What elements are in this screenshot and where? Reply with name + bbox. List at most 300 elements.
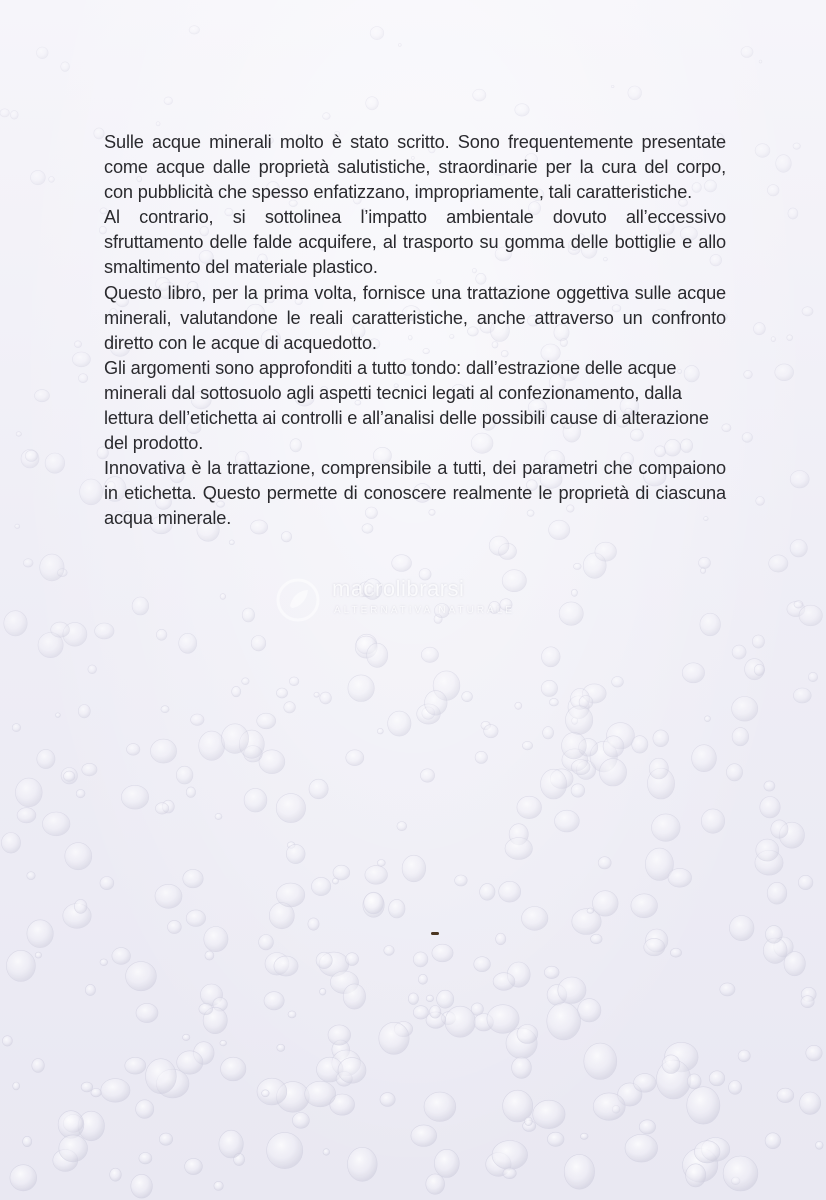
water-drop [426, 995, 433, 1002]
water-drop [338, 1058, 366, 1084]
water-drop [65, 843, 92, 870]
water-drop [221, 1057, 246, 1081]
water-drop [366, 97, 379, 110]
water-drop [808, 672, 817, 681]
water-drop [328, 1025, 351, 1045]
water-drop [686, 1164, 706, 1187]
water-drop [323, 113, 331, 120]
water-drop [408, 993, 418, 1005]
water-drop [126, 962, 157, 991]
water-drop [10, 1165, 37, 1191]
water-drop [186, 787, 195, 798]
water-drop [492, 1141, 528, 1170]
water-drop [347, 1147, 377, 1181]
water-drop [6, 950, 35, 981]
water-drop [85, 984, 95, 995]
water-drop [777, 1088, 794, 1102]
water-drop [411, 1125, 437, 1147]
water-drop [398, 44, 401, 47]
water-drop [802, 307, 813, 316]
water-drop [215, 813, 222, 819]
water-drop [40, 554, 64, 581]
water-drop [204, 927, 228, 952]
water-drop [549, 698, 558, 706]
water-drop [644, 938, 665, 955]
water-drop [176, 766, 193, 784]
water-drop [78, 374, 87, 383]
water-drop [701, 809, 724, 833]
water-drop [380, 1093, 395, 1107]
water-drop [314, 692, 319, 697]
water-drop [348, 675, 374, 702]
water-drop [756, 839, 779, 861]
water-drop [10, 111, 18, 120]
water-drop [27, 872, 35, 880]
water-drop [35, 952, 41, 958]
water-drop [612, 677, 624, 688]
water-drop [221, 724, 248, 754]
water-drop [365, 866, 388, 885]
water-drop [522, 907, 548, 931]
water-drop [639, 1120, 655, 1134]
water-drop [726, 764, 742, 781]
water-drop [793, 143, 800, 149]
water-drop [379, 1022, 409, 1054]
water-drop [121, 785, 148, 809]
water-drop [155, 803, 168, 814]
water-drop [185, 1158, 203, 1174]
water-drop [74, 899, 87, 913]
water-drop [462, 692, 473, 702]
water-drop [219, 1130, 243, 1158]
water-drop [333, 865, 350, 880]
water-drop [653, 730, 669, 747]
water-drop [316, 952, 332, 968]
water-drop [101, 1079, 130, 1103]
water-drop [515, 104, 529, 116]
water-drop [487, 1005, 519, 1034]
water-drop [23, 559, 33, 567]
water-drop [787, 335, 793, 341]
water-drop [191, 714, 204, 725]
water-drop [370, 27, 384, 40]
water-drop [694, 1141, 720, 1163]
water-drop [132, 597, 149, 615]
water-drop [59, 1135, 88, 1162]
water-drop [45, 453, 65, 473]
water-drop [628, 86, 642, 100]
water-drop [220, 594, 226, 600]
water-drop [80, 479, 103, 505]
water-drop [183, 1034, 190, 1040]
water-drop [754, 664, 764, 675]
water-drop [723, 1156, 758, 1191]
water-drop [752, 635, 764, 648]
water-drop [794, 601, 803, 608]
water-drop [445, 1006, 475, 1037]
water-drop [541, 769, 567, 799]
water-drop [565, 706, 592, 735]
water-drop [759, 60, 762, 63]
water-drop [801, 996, 814, 1008]
water-drop [769, 555, 788, 572]
water-drop [308, 918, 319, 930]
water-drop [100, 877, 114, 890]
water-drop [547, 1003, 581, 1040]
water-drop [402, 855, 426, 882]
water-drop [276, 883, 304, 907]
water-drop [377, 860, 385, 867]
paragraph-5: Innovativa è la trattazione, comprensibile a tutti, dei parametri che compaiono in etichetta. Questo permette di conoscere realmente le proprietà di ciascuna acqua minerale. [104, 458, 726, 529]
water-drop [505, 838, 532, 860]
water-drop [798, 875, 813, 889]
water-drop [484, 725, 498, 738]
water-drop [474, 957, 491, 972]
water-drop [267, 1132, 303, 1168]
paragraph-3: Questo libro, per la prima volta, fornisce una trattazione oggettiva sulle acque minerali, valutandone le reali caratteristiche, anche attraverso un confronto diretto con le acque di acquedotto. [104, 282, 726, 353]
water-drop [413, 952, 428, 967]
water-drop [168, 920, 182, 933]
water-drop [571, 760, 590, 775]
water-drop [692, 745, 717, 772]
water-drop [455, 875, 468, 886]
water-drop [58, 1111, 84, 1139]
water-drop [525, 1117, 533, 1126]
water-drop [799, 605, 822, 626]
water-drop [320, 988, 326, 995]
water-drop [42, 812, 70, 836]
water-drop [242, 608, 254, 622]
water-drop [732, 697, 758, 722]
water-drop [533, 1100, 565, 1128]
water-drop [625, 1134, 658, 1162]
water-drop [771, 820, 788, 838]
water-drop [709, 1071, 725, 1086]
water-drop [670, 948, 681, 957]
water-drop [584, 1043, 617, 1079]
water-drop [603, 736, 624, 757]
water-drop [199, 731, 225, 760]
water-drop [125, 1057, 146, 1074]
water-drop [421, 647, 438, 662]
water-drop [286, 844, 305, 863]
water-drop [790, 540, 807, 557]
water-drop [23, 1136, 32, 1146]
water-drop [259, 750, 285, 774]
water-drop [15, 524, 20, 528]
water-drop [51, 622, 70, 637]
water-drop [562, 732, 587, 759]
water-drop [424, 1092, 456, 1121]
water-drop [346, 750, 364, 766]
water-drop [320, 692, 332, 704]
water-drop [662, 1055, 680, 1074]
water-drop [543, 727, 554, 739]
water-drop [257, 713, 276, 729]
water-drop [199, 1003, 213, 1014]
water-drop [78, 705, 90, 718]
water-drop [595, 542, 617, 561]
water-drop [15, 778, 42, 807]
water-drop [631, 894, 658, 918]
water-drop [432, 944, 453, 962]
water-drop [755, 144, 770, 158]
water-drop [793, 688, 811, 703]
water-drop [244, 788, 267, 812]
water-drop [82, 763, 97, 776]
water-drop [775, 364, 794, 381]
water-drop [37, 47, 49, 59]
water-drop [816, 1141, 824, 1149]
water-drop [776, 155, 792, 173]
water-drop [88, 665, 97, 674]
water-drop [49, 177, 55, 183]
water-drop [496, 933, 506, 945]
water-drop [112, 948, 131, 965]
water-drop [388, 711, 411, 736]
water-drop [499, 881, 521, 902]
water-drop [31, 170, 46, 184]
water-drop [756, 497, 765, 506]
water-drop [346, 953, 359, 966]
water-drop [790, 471, 809, 488]
water-drop [35, 390, 50, 402]
water-drop [91, 1088, 101, 1097]
water-drop [573, 563, 581, 569]
water-drop [700, 613, 721, 636]
water-drop [214, 1181, 223, 1190]
water-drop [63, 771, 74, 781]
water-drop [544, 966, 559, 978]
water-drop [389, 899, 405, 918]
water-drop [276, 794, 305, 823]
water-drop [27, 920, 53, 948]
paragraph-2: Al contrario, si sottolinea l’impatto ambientale dovuto all’eccessivo sfruttamento delle falde acquifere, al trasporto su gomma delle bottiglie e allo smaltimento del materiale plastico. [104, 207, 726, 278]
water-drop [146, 1059, 177, 1094]
water-drop [767, 882, 787, 904]
water-drop [74, 341, 81, 348]
water-drop [517, 796, 542, 818]
water-drop [587, 908, 594, 914]
water-drop [493, 973, 515, 991]
water-drop [55, 713, 60, 718]
water-drop [292, 1113, 309, 1129]
water-drop [652, 814, 681, 841]
water-drop [729, 916, 754, 941]
water-drop [305, 1081, 336, 1107]
water-drop [420, 769, 434, 782]
water-drop [547, 1132, 564, 1146]
paragraph-4: Gli argomenti sono approfonditi a tutto tondo: dall’estrazione delle acque minerali dal sottosuolo agli aspetti tecnici legati al confezionamento, dalla lettura dell’etichetta ai controlli e all’analisi delle possibili cause di alterazione del prodotto. [104, 357, 709, 454]
water-drop [473, 89, 486, 101]
water-drop [100, 959, 108, 966]
paragraph-1: Sulle acque minerali molto è stato scritto. Sono frequentemente presentate come acque dalle proprietà salutistiche, straordinarie per la cura del corpo, con pubblicità che spesso enfatizzano, impropriamente, tali caratteristiche. [104, 132, 726, 203]
water-drop [136, 1003, 158, 1022]
water-drop [767, 185, 779, 196]
water-drop [699, 557, 711, 568]
water-drop [61, 62, 70, 72]
water-drop [16, 432, 21, 437]
water-drop [611, 85, 614, 87]
water-drop [754, 323, 766, 335]
water-drop [705, 716, 711, 722]
water-drop [578, 999, 601, 1022]
water-drop [220, 1040, 227, 1046]
water-drop [392, 555, 412, 572]
water-drop [189, 26, 199, 34]
water-drop [164, 97, 173, 105]
water-drop [364, 892, 384, 914]
water-drop [131, 1174, 153, 1198]
water-drop [4, 611, 27, 636]
water-drop [1, 833, 20, 854]
water-drop [183, 869, 203, 887]
water-drop [95, 623, 114, 639]
water-drop [81, 1082, 93, 1092]
water-drop [765, 1133, 781, 1149]
blurb-text [104, 130, 726, 532]
water-drop [430, 1006, 441, 1019]
water-drop [788, 208, 798, 219]
water-drop [800, 1092, 821, 1114]
water-drop [744, 370, 753, 378]
water-drop [72, 352, 90, 367]
water-drop [741, 47, 753, 58]
water-drop [732, 645, 746, 659]
water-drop [110, 1168, 122, 1181]
water-drop [156, 629, 167, 640]
watermark-tagline: ALTERNATIVA NATURALE [334, 605, 515, 616]
water-drop [259, 935, 274, 950]
water-drop [489, 536, 509, 555]
water-drop [634, 1074, 657, 1093]
water-drop [475, 751, 487, 763]
print-speck [431, 932, 439, 935]
water-drop [764, 781, 775, 791]
water-drop [732, 728, 749, 746]
water-drop [232, 686, 241, 696]
water-drop [434, 1149, 459, 1177]
water-drop [289, 677, 299, 686]
water-drop [0, 109, 9, 117]
water-drop [229, 540, 234, 545]
water-drop [76, 789, 85, 797]
water-drop [179, 633, 197, 653]
water-drop [12, 724, 20, 732]
water-drop [571, 784, 585, 797]
water-drop [311, 877, 330, 895]
water-drop [205, 951, 214, 960]
water-drop [738, 1050, 750, 1062]
water-drop [720, 983, 735, 996]
water-drop [760, 797, 780, 818]
water-drop [649, 758, 668, 779]
water-drop [784, 952, 805, 976]
water-drop [515, 702, 522, 709]
water-drop [729, 1081, 742, 1095]
water-drop [276, 688, 287, 698]
water-drop [480, 884, 495, 901]
water-drop [632, 736, 648, 753]
water-drop [127, 744, 140, 756]
water-drop [591, 934, 603, 944]
watermark [274, 572, 574, 628]
water-drop [156, 122, 160, 126]
water-drop [512, 1057, 532, 1078]
leaf-circle-icon [274, 576, 322, 624]
water-drop [186, 910, 205, 927]
water-drop [418, 974, 427, 984]
water-drop [765, 926, 782, 944]
water-drop [580, 1133, 588, 1139]
water-drop [155, 884, 182, 908]
water-drop [742, 433, 752, 443]
water-drop [668, 868, 692, 887]
water-drop [32, 1059, 45, 1073]
water-drop [437, 990, 454, 1008]
water-drop [558, 977, 586, 1003]
water-drop [159, 1133, 172, 1145]
water-drop [598, 857, 611, 869]
water-drop [288, 1011, 296, 1018]
water-drop [517, 1025, 538, 1044]
water-drop [150, 739, 176, 763]
water-drop [593, 1093, 625, 1120]
water-drop [25, 450, 37, 461]
water-drop [413, 1006, 428, 1019]
water-drop [425, 691, 448, 716]
water-drop [264, 992, 284, 1010]
water-drop [682, 663, 704, 683]
water-drop [343, 984, 365, 1009]
water-drop [377, 728, 383, 734]
water-drop [564, 1154, 594, 1189]
water-drop [37, 749, 55, 768]
water-drop [281, 532, 291, 542]
water-drop [309, 779, 328, 799]
water-drop [177, 1051, 203, 1074]
water-drop [257, 1078, 287, 1105]
water-drop [384, 946, 394, 956]
water-drop [541, 680, 557, 696]
watermark-name: macrolibrarsi [332, 576, 465, 601]
water-drop [687, 1087, 720, 1124]
water-drop [136, 1100, 154, 1119]
water-drop [251, 636, 266, 651]
water-drop [572, 909, 601, 935]
water-drop [274, 956, 298, 976]
water-drop [599, 759, 626, 786]
water-drop [542, 647, 561, 667]
water-drop [94, 128, 104, 139]
water-drop [262, 1090, 270, 1097]
water-drop [161, 706, 169, 713]
water-drop [284, 702, 296, 713]
water-drop [242, 678, 249, 685]
water-drop [139, 1153, 152, 1164]
water-drop [687, 1074, 701, 1089]
water-drop [323, 1149, 330, 1156]
water-drop [503, 1168, 516, 1179]
water-drop [397, 822, 407, 831]
water-drop [426, 1174, 445, 1194]
water-drop [17, 808, 36, 823]
water-drop [522, 741, 532, 750]
water-drop [277, 1044, 285, 1051]
water-drop [555, 810, 580, 832]
water-drop [806, 1045, 822, 1061]
water-drop [13, 1082, 20, 1090]
